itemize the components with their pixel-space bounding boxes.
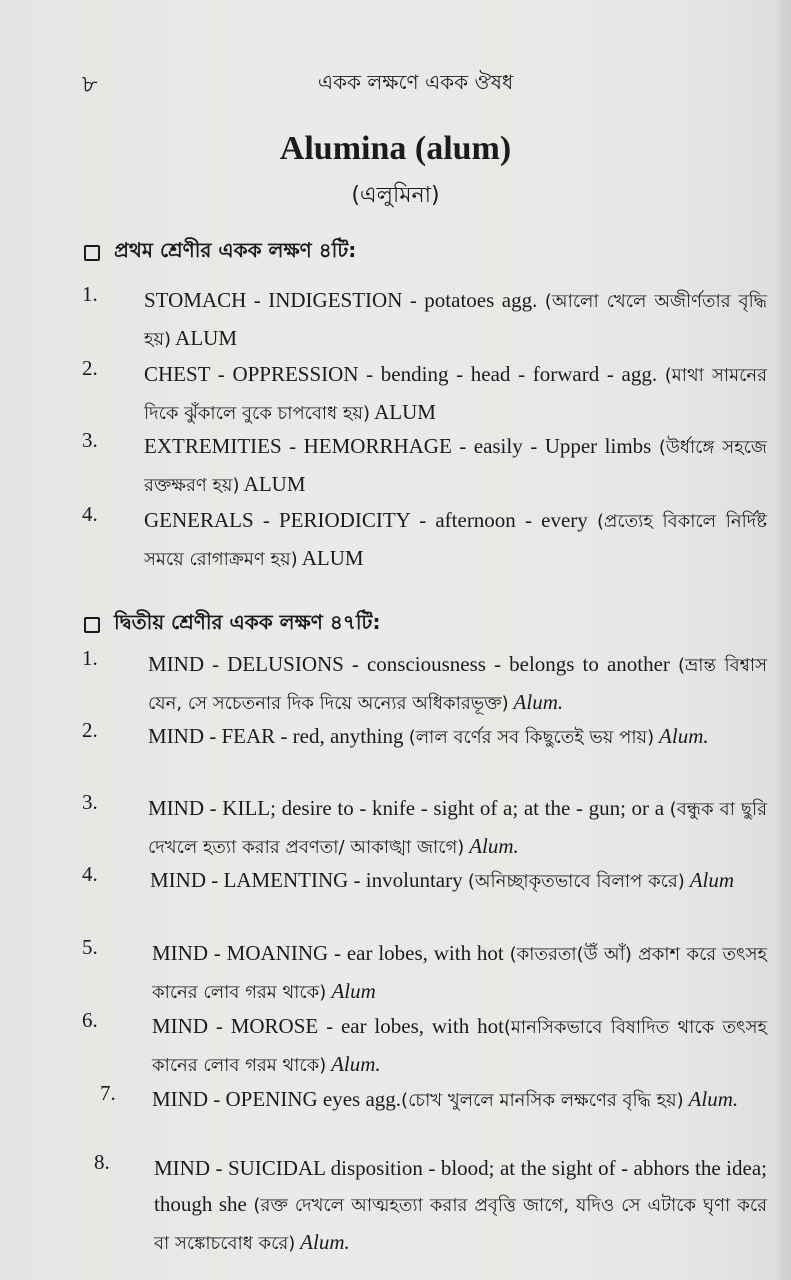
item-number: 6.	[82, 1008, 98, 1032]
item-text	[152, 1008, 767, 1084]
item-bengali: (চোখ খুললে মানসিক লক্ষণের বৃদ্ধি হয়)	[401, 1090, 684, 1111]
remedy-title: Alumina (alum)	[279, 130, 512, 167]
item-number: 2.	[82, 356, 98, 380]
page-header	[0, 62, 791, 96]
item-number: 3.	[82, 428, 98, 452]
item-remedy: Alum	[326, 979, 376, 1003]
item-number: 2.	[82, 718, 98, 742]
checkbox-icon	[84, 617, 100, 633]
item-number: 8.	[94, 1150, 110, 1174]
item-bengali: (মাথা সামনের দিকে ঝুঁকালে বুকে চাপবোধ হয়)	[144, 365, 767, 424]
item-english: MIND - MOROSE - ear lobes, with hot	[152, 1014, 504, 1038]
section-heading-text: দ্বিতীয় শ্রেণীর একক লক্ষণ ৪৭টি:	[114, 610, 381, 634]
item-english: EXTREMITIES - HEMORRHAGE - easily - Upper limbs	[144, 434, 659, 458]
item-remedy: Alum.	[326, 1052, 381, 1076]
item-remedy: Alum.	[654, 724, 709, 748]
item-text	[144, 356, 767, 432]
item-text	[148, 790, 767, 866]
checkbox-icon	[84, 245, 100, 261]
item-text	[148, 646, 767, 722]
item-text	[150, 862, 767, 900]
item-remedy: Alum.	[295, 1230, 350, 1254]
item-bengali: (অনিচ্ছাকৃতভাবে বিলাপ করে)	[467, 871, 685, 892]
item-number: 4.	[82, 862, 98, 886]
section-heading-second	[84, 608, 380, 641]
item-text	[152, 935, 767, 1011]
item-remedy: Alum.	[683, 1087, 739, 1111]
section-heading-first	[84, 236, 356, 269]
item-english: MIND - KILL; desire to - knife - sight of a; at the - gun; or a	[148, 796, 670, 820]
section-heading-text: প্রথম শ্রেণীর একক লক্ষণ ৪টি:	[114, 238, 357, 262]
page-number: ৮	[82, 70, 98, 98]
item-bengali: (উর্ধাঙ্গে সহজে রক্তক্ষরণ হয়)	[144, 437, 767, 496]
item-remedy: Alum.	[464, 834, 519, 858]
item-remedy: ALUM	[239, 472, 306, 496]
item-english: MIND - DELUSIONS - consciousness - belongs to another	[148, 652, 679, 676]
item-english: MIND - OPENING eyes agg.	[152, 1087, 402, 1111]
item-english: MIND - LAMENTING - involuntary	[150, 868, 468, 892]
running-head: একক লক্ষণে একক ঔষধ	[317, 70, 514, 94]
item-text	[148, 718, 767, 756]
item-remedy: ALUM	[370, 400, 436, 424]
remedy-subtitle: (এলুমিনা)	[351, 183, 440, 208]
item-english: MIND - FEAR - red, anything	[148, 724, 409, 748]
item-bengali: (কাতরতা(উঁ আঁ) প্রকাশ করে তৎসহ কানের লোব গরম থাকে)	[152, 944, 767, 1003]
item-remedy: ALUM	[171, 326, 238, 350]
item-remedy: Alum.	[508, 690, 564, 714]
item-number: 1.	[82, 646, 98, 670]
item-text	[144, 502, 767, 578]
item-number: 5.	[82, 935, 98, 959]
item-number: 4.	[82, 502, 98, 526]
item-remedy: ALUM	[297, 546, 364, 570]
item-text	[154, 1150, 767, 1262]
item-text	[152, 1081, 767, 1119]
item-remedy: Alum	[684, 868, 735, 892]
item-english: MIND - SUICIDAL disposition - blood; at the sight of - abhors the idea; though she	[154, 1156, 767, 1216]
item-bengali: (মানসিকভাবে বিষাদিত থাকে তৎসহ কানের লোব গরম থাকে)	[152, 1017, 767, 1076]
item-number: 7.	[100, 1081, 116, 1105]
item-bengali: (ভ্রান্ত বিশ্বাস যেন, সে সচেতনার দিক দিয়ে অন্যের অধিকারভূক্ত)	[148, 655, 767, 714]
item-bengali: (বন্ধুক বা ছুরি দেখলে হত্যা করার প্রবণতা/ আকাঙ্খা জাগে)	[148, 799, 767, 858]
item-text	[144, 282, 767, 358]
item-english: MIND - MOANING - ear lobes, with hot	[152, 941, 510, 965]
item-english: CHEST - OPPRESSION - bending - head - forward - agg.	[144, 362, 665, 386]
item-bengali: (আলো খেলে অজীর্ণতার বৃদ্ধি হয়)	[144, 291, 767, 350]
item-number: 1.	[82, 282, 98, 306]
item-text	[144, 428, 767, 504]
item-english: GENERALS - PERIODICITY - afternoon - every	[144, 508, 597, 532]
item-number: 3.	[82, 790, 98, 814]
item-bengali: (লাল বর্ণের সব কিছুতেই ভয় পায়)	[408, 727, 655, 748]
item-english: STOMACH - INDIGESTION - potatoes agg.	[144, 288, 545, 312]
item-bengali: (রক্ত দেখলে আত্মহত্যা করার প্রবৃত্তি জাগে, যদিও সে এটাকে ঘৃণা করে বা সঙ্কোচবোধ করে)	[154, 1195, 767, 1254]
item-bengali: (প্রত্যেহ বিকালে নির্দিষ্ট সময়ে রোগাক্রমণ হয়)	[144, 511, 767, 570]
